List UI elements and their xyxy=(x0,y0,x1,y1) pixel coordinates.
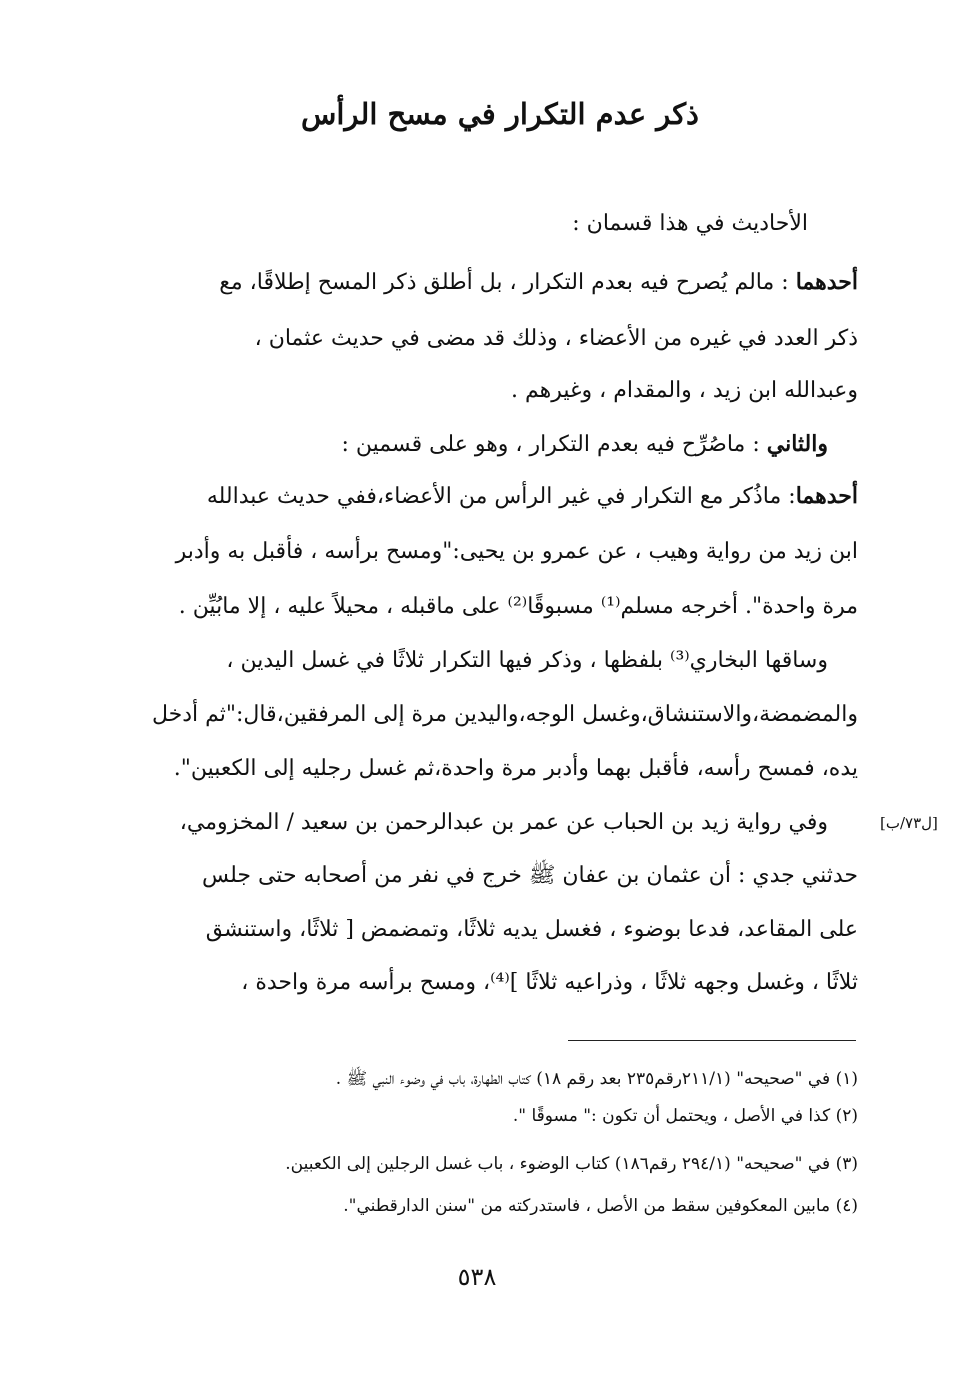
text-line-3: ذكر العدد في غيره من الأعضاء ، وذلك قد مضى في حديث عثمان ، xyxy=(254,326,858,351)
footnote-1: (١) في "صحيحه" (٢١١/١رقم٢٣٥ بعد رقم ١٨) كتاب الطهارة، باب في وضوء النبي ﷺ . xyxy=(335,1069,858,1089)
text-line-13: حدثني جدي : أن عثمان بن عفان ﷺ خرج في نفر من أصحابه حتى جلس xyxy=(202,863,858,888)
text-line-2 xyxy=(219,265,858,300)
lead-word-first: أحدهما xyxy=(795,269,858,295)
lead-word-first-sub: أحدهما xyxy=(795,483,858,509)
text-line-2-rest: : مالم يُصرح فيه بعدم التكرار ، بل أطلق ذكر المسح إطلاقًا، مع xyxy=(219,270,796,295)
footnote-4: (٤) مابين المعكوفين سقط من الأصل ، فاستدركته من "سنن الدارقطني". xyxy=(343,1196,858,1216)
text-line-14: على المقاعد، فدعا بوضوء ، فغسل يديه ثلاثًا، وتمضمض [ ثلاثًا، واستنشق xyxy=(205,917,858,942)
footnote-2: (٢) كذا في الأصل ، ويحتمل أن تكون :" مسوقًا ". xyxy=(512,1106,858,1126)
text-line-5 xyxy=(341,427,828,462)
text-line-15: ثلاثًا ، وغسل وجهه ثلاثًا ، وذراعيه ثلاثًا ]⁽⁴⁾، ومسح برأسه مرة واحدة ، xyxy=(241,970,858,995)
text-line-6 xyxy=(207,479,858,514)
text-line-8: مرة واحدة". أخرجه مسلم⁽¹⁾ مسبوقًا⁽²⁾ على ماقبله ، محيلاً عليه ، إلا مابُيِّن . xyxy=(178,594,858,619)
text-line-5-rest: : ماصُرِّح فيه بعدم التكرار ، وهو على قسمين : xyxy=(341,432,767,457)
text-line-10: والمضمضة،والاستنشاق،وغسل الوجه،واليدين مرة إلى المرفقين،قال:"ثم أدخل xyxy=(151,702,858,727)
margin-folio-note: [ل٧٣/ب] xyxy=(880,814,938,832)
text-line-1: الأحاديث في هذا قسمان : xyxy=(572,211,808,236)
text-line-6-rest: : ماذُكر مع التكرار في غير الرأس من الأعضاء،ففي حديث عبدالله xyxy=(206,484,796,509)
text-line-9: وساقها البخاري⁽³⁾ بلفظها ، وذكر فيها التكرار ثلاثًا في غسل اليدين ، xyxy=(226,648,828,673)
text-line-4: وعبدالله ابن زيد ، والمقدام ، وغيرهم . xyxy=(511,378,858,403)
text-line-11: يده، فمسح رأسه، فأقبل بهما وأدبر مرة واحدة،ثم غسل رجليه إلى الكعبين". xyxy=(173,756,858,781)
footnote-separator xyxy=(568,1040,856,1041)
page-number: ٥٣٨ xyxy=(457,1263,497,1291)
footnote-3: (٣) في "صحيحه" (٢٩٤/١ رقم١٨٦) كتاب الوضوء ، باب غسل الرجلين إلى الكعبين. xyxy=(285,1154,858,1174)
page-title: ذكر عدم التكرار في مسح الرأس xyxy=(301,97,699,131)
text-line-12: وفي رواية زيد بن الحباب عن عمر بن عبدالرحمن بن سعيد / المخزومي، xyxy=(179,810,828,835)
lead-word-second: والثاني xyxy=(766,431,828,457)
text-line-7: ابن زيد من رواية وهيب ، عن عمرو بن يحيى:"ومسح برأسه ، فأقبل به وأدبر xyxy=(175,539,858,564)
